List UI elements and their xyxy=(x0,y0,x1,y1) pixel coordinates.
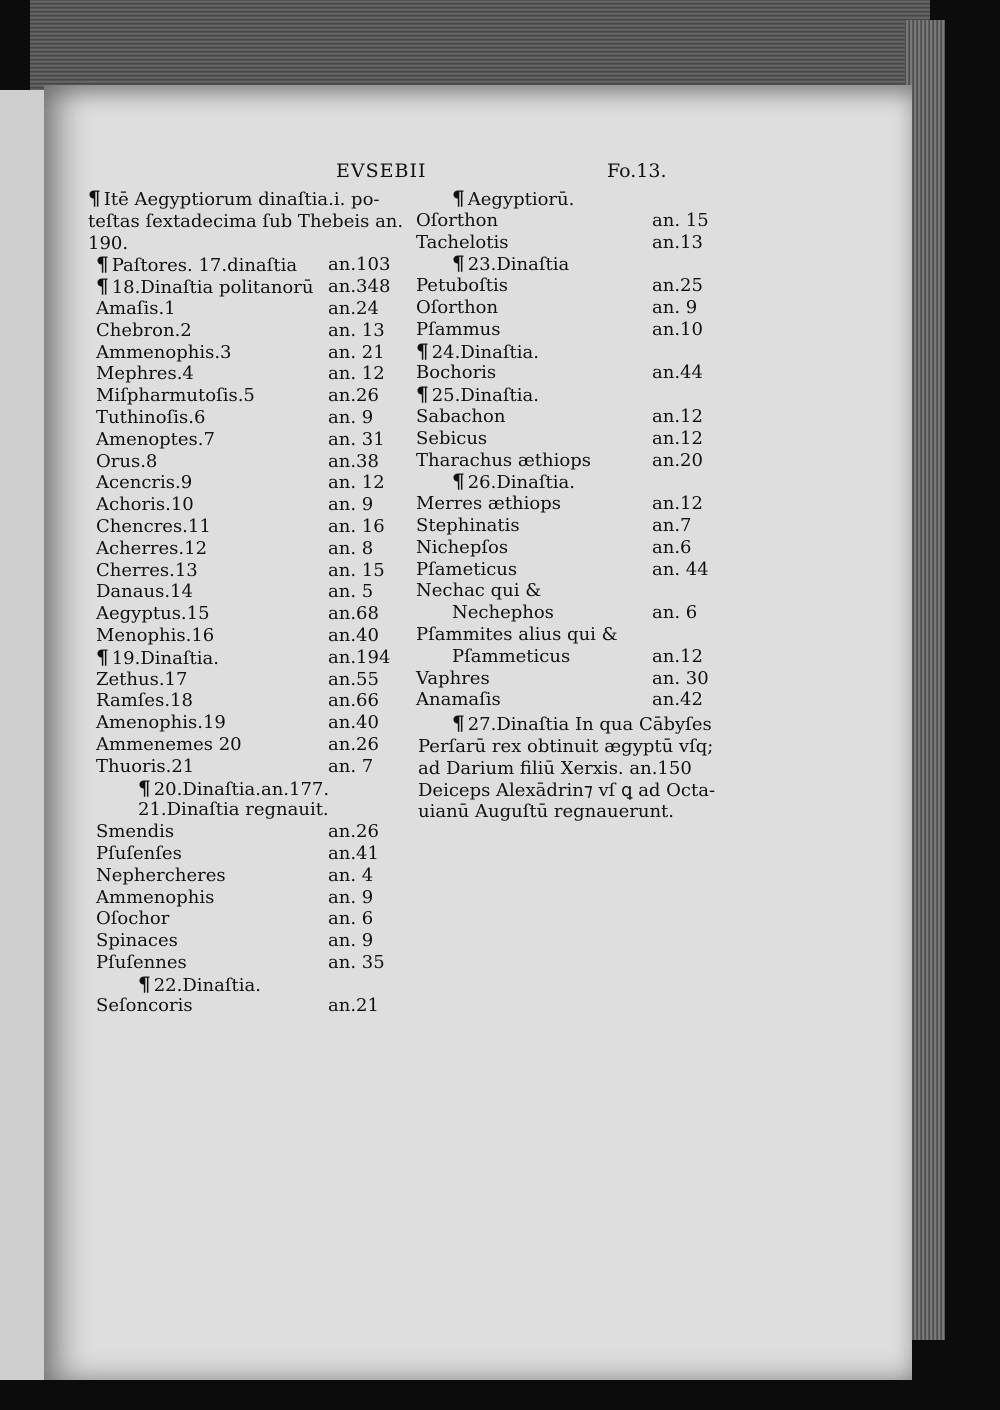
entry-years: an.40 xyxy=(328,624,379,646)
entry-years: an. 6 xyxy=(328,908,374,930)
entry-name: Sebicus xyxy=(416,427,488,449)
entry-years: an. 9 xyxy=(328,930,374,952)
entry-name: ¶ 18.Dinaſtia politanorū xyxy=(96,274,314,299)
entry-years: an. 13 xyxy=(328,319,385,341)
entry-name: Nechac qui & xyxy=(416,580,542,602)
entry-years: an. 7 xyxy=(328,755,374,777)
pilcrow-icon: ¶ xyxy=(138,971,151,996)
pilcrow-icon: ¶ xyxy=(96,274,109,299)
entry-name: Oſochor xyxy=(96,908,170,930)
list-item xyxy=(88,625,393,647)
list-item xyxy=(412,362,712,384)
list-item xyxy=(412,624,712,646)
entry-name: Mephres.4 xyxy=(96,363,194,385)
list-item xyxy=(88,494,393,516)
list-item xyxy=(88,995,393,1017)
entry-name: Miſpharmutoſis.5 xyxy=(96,385,255,407)
entry-name: Chebron.2 xyxy=(96,319,192,341)
entry-years: an. 15 xyxy=(652,209,709,231)
list-item xyxy=(88,908,393,930)
list-item xyxy=(88,712,393,734)
list-item xyxy=(412,253,712,275)
page-title: EVSEBII xyxy=(336,160,427,182)
closing-line: Perſarū rex obtinuit ægyptū vſq; xyxy=(418,735,714,757)
list-item xyxy=(88,560,393,582)
entry-years: an. 16 xyxy=(328,515,385,537)
entry-name: Amenoptes.7 xyxy=(96,428,215,450)
entry-name: Sabachon xyxy=(416,405,506,427)
entry-years: an.66 xyxy=(328,690,379,712)
entry-name: Tachelotis xyxy=(416,231,509,253)
list-item xyxy=(412,450,712,472)
pilcrow-icon: ¶ xyxy=(452,251,465,276)
entry-name: ¶ Aegyptiorū. xyxy=(452,186,575,210)
list-item xyxy=(412,689,712,711)
list-item xyxy=(88,799,393,821)
entry-years: an.13 xyxy=(652,231,703,253)
pilcrow-icon: ¶ xyxy=(96,644,109,669)
entry-years: an.348 xyxy=(328,276,391,298)
list-item xyxy=(88,538,393,560)
pilcrow-icon: ¶ xyxy=(416,338,429,363)
entry-years: an.26 xyxy=(328,385,379,407)
list-item xyxy=(412,428,712,450)
entry-years: an.12 xyxy=(652,427,703,449)
entry-years: an. 30 xyxy=(652,667,709,689)
list-item xyxy=(412,232,712,254)
entry-name: Nephercheres xyxy=(96,864,226,886)
entry-years: an.26 xyxy=(328,733,379,755)
entry-years: an.12 xyxy=(652,645,703,667)
entry-name: Orus.8 xyxy=(96,450,158,472)
entry-name: Achoris.10 xyxy=(96,494,194,516)
list-item xyxy=(412,188,712,210)
entry-name: Nechephos xyxy=(452,602,554,624)
entry-name: Danaus.14 xyxy=(96,581,193,603)
entry-name: Pſammus xyxy=(416,318,501,340)
entry-years: an.38 xyxy=(328,450,379,472)
list-item xyxy=(88,407,393,429)
entry-years: an.26 xyxy=(328,821,379,843)
entry-years: an. 9 xyxy=(328,494,374,516)
entry-name: Pſuſennes xyxy=(96,951,187,973)
list-item xyxy=(88,669,393,691)
list-item xyxy=(88,429,393,451)
left-column xyxy=(88,186,404,1017)
intro-line: ¶ Itē Aegyptiorum dinaſtia.i. po- xyxy=(88,186,380,210)
entry-name: Zethus.17 xyxy=(96,668,188,690)
list-item xyxy=(412,210,712,232)
list-item xyxy=(412,319,712,341)
list-item xyxy=(88,451,393,473)
list-item xyxy=(412,580,712,602)
intro-line: 190. xyxy=(88,232,129,254)
list-item xyxy=(88,516,393,538)
entry-name: Smendis xyxy=(96,821,175,843)
pilcrow-icon: ¶ xyxy=(88,186,101,210)
entry-years: an.41 xyxy=(328,842,379,864)
list-item xyxy=(88,930,393,952)
list-item xyxy=(412,338,712,363)
entry-name: Ammenophis xyxy=(96,886,215,908)
entry-name: ¶ 25.Dinaſtia. xyxy=(416,382,539,407)
closing-line: ¶ 27.Dinaſtia In qua Cābyſes xyxy=(452,711,712,736)
entry-name: Aegyptus.15 xyxy=(96,603,210,625)
entry-years: an.103 xyxy=(328,254,391,276)
list-item xyxy=(88,472,393,494)
closing-line: uianū Auguſtū regnauerunt. xyxy=(418,801,674,823)
entry-years: an. 15 xyxy=(328,559,385,581)
entry-name: Acherres.12 xyxy=(96,537,208,559)
entry-name: Seſoncoris xyxy=(96,995,193,1017)
list-item xyxy=(88,690,393,712)
list-item xyxy=(412,559,712,581)
list-item xyxy=(88,363,393,385)
right-column xyxy=(412,186,716,823)
list-item xyxy=(412,646,712,668)
entry-years: an. 35 xyxy=(328,951,385,973)
pilcrow-icon: ¶ xyxy=(452,711,465,736)
intro-line: teſtas ſextadecima ſub Thebeis an. xyxy=(88,210,404,232)
entry-years: an.194 xyxy=(328,646,391,668)
list-item xyxy=(88,320,393,342)
entry-name: Thuoris.21 xyxy=(96,755,195,777)
list-item xyxy=(412,275,712,297)
pilcrow-icon: ¶ xyxy=(96,252,109,277)
list-item xyxy=(88,276,393,298)
list-item xyxy=(88,971,393,996)
list-item xyxy=(88,734,393,756)
entry-years: an. 31 xyxy=(328,428,385,450)
closing-line: ad Darium filiū Xerxis. an.150 xyxy=(418,757,692,779)
entry-years: an. 44 xyxy=(652,558,709,580)
entry-name: Petuboſtis xyxy=(416,275,509,297)
entry-years: an.55 xyxy=(328,668,379,690)
entry-name: Cherres.13 xyxy=(96,559,198,581)
entry-name: Amenophis.19 xyxy=(96,712,226,734)
entry-years: an. 9 xyxy=(652,296,698,318)
list-item xyxy=(412,602,712,624)
running-header xyxy=(0,160,1000,190)
list-item xyxy=(88,843,393,865)
pilcrow-icon: ¶ xyxy=(138,775,151,800)
list-item xyxy=(412,471,712,493)
entry-name: ¶ 23.Dinaſtia xyxy=(452,251,570,276)
entry-years: an. 21 xyxy=(328,341,385,363)
entry-name: Tharachus æthiops xyxy=(416,449,591,471)
entry-name: Ammenophis.3 xyxy=(96,341,232,363)
entry-years: an. 6 xyxy=(652,602,698,624)
entry-name: Bochoris xyxy=(416,362,497,384)
entry-name: Nichepſos xyxy=(416,536,509,558)
list-item xyxy=(412,515,712,537)
list-item xyxy=(88,775,393,800)
pilcrow-icon: ¶ xyxy=(416,382,429,407)
list-item xyxy=(88,298,393,320)
entry-name: ¶ 26.Dinaſtia. xyxy=(452,469,575,494)
list-item xyxy=(88,254,393,276)
entry-name: Stephinatis xyxy=(416,514,520,536)
entry-name: Ammenemes 20 xyxy=(96,733,242,755)
list-item xyxy=(412,384,712,406)
entry-name: Pſammeticus xyxy=(452,645,571,667)
list-item xyxy=(88,385,393,407)
entry-years: an. 9 xyxy=(328,886,374,908)
entry-name: ¶ 24.Dinaſtia. xyxy=(416,338,539,363)
entry-years: an. 12 xyxy=(328,472,385,494)
entry-years: an.21 xyxy=(328,995,379,1017)
list-item xyxy=(412,297,712,319)
entry-name: Anamaſis xyxy=(416,689,501,711)
entry-years: an.12 xyxy=(652,493,703,515)
facing-page-edge xyxy=(0,90,50,1380)
entry-years: an.68 xyxy=(328,603,379,625)
entry-years: an.6 xyxy=(652,536,692,558)
list-item xyxy=(88,887,393,909)
list-item xyxy=(412,406,712,428)
list-item xyxy=(412,493,712,515)
pilcrow-icon: ¶ xyxy=(452,186,465,210)
entry-years: an.44 xyxy=(652,362,703,384)
entry-name: Spinaces xyxy=(96,930,178,952)
entry-years: an.24 xyxy=(328,297,379,319)
closing-line: Deiceps Alexādrin⁊ vſ ꝗ ad Octa- xyxy=(418,779,716,801)
entry-years: an.40 xyxy=(328,712,379,734)
list-item xyxy=(412,537,712,559)
entry-years: an. 5 xyxy=(328,581,374,603)
list-item xyxy=(88,603,393,625)
list-item xyxy=(88,821,393,843)
entry-years: an. 12 xyxy=(328,363,385,385)
entry-years: an. 9 xyxy=(328,406,374,428)
entry-name: 21.Dinaſtia regnauit. xyxy=(138,799,329,821)
entry-name: Pſammites alius qui & xyxy=(416,623,618,645)
entry-name: Menophis.16 xyxy=(96,624,215,646)
entry-name: Amaſis.1 xyxy=(96,297,176,319)
entry-years: an.42 xyxy=(652,689,703,711)
entry-name: Acencris.9 xyxy=(96,472,193,494)
entry-years: an. 8 xyxy=(328,537,374,559)
entry-name: Vaphres xyxy=(416,667,490,689)
entry-name: Pſameticus xyxy=(416,558,518,580)
list-item xyxy=(88,952,393,974)
list-item xyxy=(412,668,712,690)
entry-name: ¶ 19.Dinaſtia. xyxy=(96,644,219,669)
list-item xyxy=(88,865,393,887)
folio-number: Fo.13. xyxy=(607,160,667,182)
entry-name: Merres æthiops xyxy=(416,493,562,515)
entry-years: an.25 xyxy=(652,275,703,297)
entry-name: ¶ 22.Dinaſtia. xyxy=(138,971,261,996)
entry-years: an.10 xyxy=(652,318,703,340)
entry-name: Oſorthon xyxy=(416,296,499,318)
list-item xyxy=(88,342,393,364)
entry-years: an.12 xyxy=(652,405,703,427)
list-item xyxy=(88,644,393,669)
list-item xyxy=(88,581,393,603)
entry-years: an.20 xyxy=(652,449,703,471)
entry-name: ¶ 20.Dinaſtia.an.177. xyxy=(138,775,330,800)
entry-name: Tuthinoſis.6 xyxy=(96,406,206,428)
entry-name: Pſuſenſes xyxy=(96,842,182,864)
entry-name: Chencres.11 xyxy=(96,515,211,537)
list-item xyxy=(88,756,393,778)
entry-name: ¶ Paſtores. 17.dinaſtia xyxy=(96,252,298,277)
entry-name: Ramſes.18 xyxy=(96,690,193,712)
entry-years: an. 4 xyxy=(328,864,374,886)
entry-name: Oſorthon xyxy=(416,209,499,231)
pilcrow-icon: ¶ xyxy=(452,469,465,494)
entry-years: an.7 xyxy=(652,514,692,536)
